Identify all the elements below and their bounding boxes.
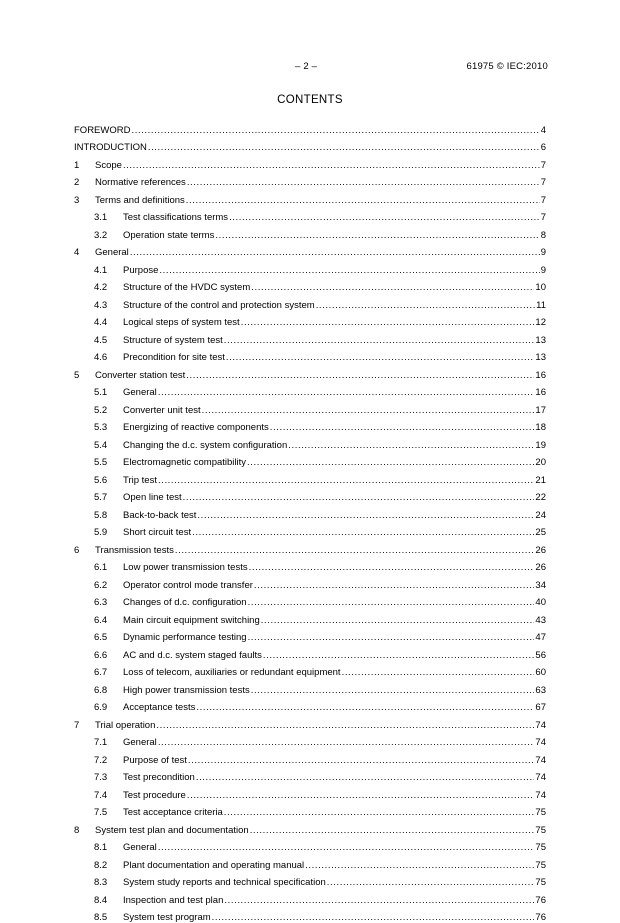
dot-leader xyxy=(158,387,535,398)
toc-entry[interactable] xyxy=(74,293,546,311)
dot-leader xyxy=(175,545,535,556)
toc-entry-page: 9 xyxy=(541,265,546,276)
toc-entry[interactable] xyxy=(74,766,546,784)
toc-entry[interactable] xyxy=(74,748,546,766)
toc-entry[interactable] xyxy=(74,433,546,451)
toc-entry-page: 24 xyxy=(535,510,546,521)
toc-entry-number: 5.4 xyxy=(94,440,123,451)
toc-entry-number: 3.1 xyxy=(94,212,123,223)
toc-entry-title: Test procedure xyxy=(123,790,186,801)
toc-entry-title: Acceptance tests xyxy=(123,702,195,713)
toc-entry-title: Structure of the HVDC system xyxy=(123,282,250,293)
toc-entry-page: 12 xyxy=(535,317,546,328)
toc-entry[interactable] xyxy=(74,661,546,679)
toc-entry-title: General xyxy=(123,842,157,853)
toc-entry-page: 60 xyxy=(535,667,546,678)
toc-entry-number: 6.6 xyxy=(94,650,123,661)
toc-entry-number: 5.8 xyxy=(94,510,123,521)
toc-entry-number: 7.3 xyxy=(94,772,123,783)
toc-entry-title: Inspection and test plan xyxy=(123,895,223,906)
toc-entry-page: 17 xyxy=(535,405,546,416)
toc-entry-page: 22 xyxy=(535,492,546,503)
dot-leader xyxy=(251,282,534,293)
dot-leader xyxy=(226,352,535,363)
toc-entry-title: Energizing of reactive components xyxy=(123,422,269,433)
toc-entry[interactable] xyxy=(74,643,546,661)
toc-entry-title: Changes of d.c. configuration xyxy=(123,597,247,608)
dot-leader xyxy=(159,265,539,276)
toc-entry[interactable] xyxy=(74,818,546,836)
toc-entry-number: 7.1 xyxy=(94,737,123,748)
toc-entry-page: 43 xyxy=(535,615,546,626)
toc-entry-title: Loss of telecom, auxiliaries or redundant equipment xyxy=(123,667,341,678)
toc-entry-title: AC and d.c. system staged faults xyxy=(123,650,262,661)
toc-entry-number: 6.8 xyxy=(94,685,123,696)
toc-entry-page: 75 xyxy=(535,807,546,818)
toc-entry[interactable] xyxy=(74,416,546,434)
toc-entry[interactable] xyxy=(74,136,546,154)
toc-entry[interactable] xyxy=(74,731,546,749)
dot-leader xyxy=(188,755,535,766)
toc-entry-page: 47 xyxy=(535,632,546,643)
toc-entry-number: 5.6 xyxy=(94,475,123,486)
toc-entry-title: INTRODUCTION xyxy=(74,142,147,153)
toc-entry-title: High power transmission tests xyxy=(123,685,250,696)
toc-entry-number: 6 xyxy=(74,545,95,556)
toc-entry[interactable] xyxy=(74,713,546,731)
toc-entry-title: Purpose xyxy=(123,265,158,276)
dot-leader xyxy=(196,702,534,713)
toc-entry[interactable] xyxy=(74,871,546,889)
dot-leader xyxy=(192,527,534,538)
toc-entry-title: Scope xyxy=(95,160,122,171)
toc-entry-number: 5.3 xyxy=(94,422,123,433)
toc-entry-number: 5 xyxy=(74,370,95,381)
toc-entry[interactable] xyxy=(74,853,546,871)
toc-entry-title: Changing the d.c. system configuration xyxy=(123,440,287,451)
toc-entry-number: 4.3 xyxy=(94,300,123,311)
toc-entry-page: 74 xyxy=(535,790,546,801)
toc-entry[interactable] xyxy=(74,311,546,329)
toc-entry-number: 8.3 xyxy=(94,877,123,888)
toc-entry-title: Trip test xyxy=(123,475,157,486)
toc-entry-number: 3.2 xyxy=(94,230,123,241)
toc-entry-page: 56 xyxy=(535,650,546,661)
toc-entry[interactable] xyxy=(74,223,546,241)
toc-entry-number: 4.5 xyxy=(94,335,123,346)
toc-entry-title: Structure of system test xyxy=(123,335,223,346)
toc-entry-number: 4.6 xyxy=(94,352,123,363)
page-title: CONTENTS xyxy=(0,94,620,106)
toc-entry-title: Open line test xyxy=(123,492,182,503)
toc-entry-page: 13 xyxy=(535,352,546,363)
toc-entry-title: Operation state terms xyxy=(123,230,214,241)
toc-entry-number: 2 xyxy=(74,177,95,188)
toc-entry-title: Test classifications terms xyxy=(123,212,228,223)
toc-entry-page: 40 xyxy=(535,597,546,608)
toc-entry-page: 75 xyxy=(535,825,546,836)
dot-leader xyxy=(156,720,534,731)
dot-leader xyxy=(229,212,540,223)
toc-entry-page: 74 xyxy=(535,772,546,783)
dot-leader xyxy=(254,580,535,591)
toc-entry[interactable] xyxy=(74,381,546,399)
toc-entry-number: 4.4 xyxy=(94,317,123,328)
toc-entry-number: 6.5 xyxy=(94,632,123,643)
dot-leader xyxy=(158,475,534,486)
toc-entry[interactable] xyxy=(74,521,546,539)
dot-leader xyxy=(187,790,535,801)
toc-entry[interactable] xyxy=(74,118,546,136)
toc-entry-title: Test acceptance criteria xyxy=(123,807,223,818)
toc-entry-title: Purpose of test xyxy=(123,755,187,766)
toc-entry[interactable] xyxy=(74,346,546,364)
dot-leader xyxy=(247,457,534,468)
toc-entry-number: 7 xyxy=(74,720,95,731)
dot-leader xyxy=(248,632,535,643)
dot-leader xyxy=(202,405,535,416)
toc-entry[interactable] xyxy=(74,503,546,521)
toc-entry[interactable] xyxy=(74,783,546,801)
toc-entry[interactable] xyxy=(74,171,546,189)
toc-entry-page: 13 xyxy=(535,335,546,346)
toc-entry-title: System test program xyxy=(123,912,211,923)
dot-leader xyxy=(261,615,535,626)
toc-entry-number: 5.5 xyxy=(94,457,123,468)
toc-entry-title: Low power transmission tests xyxy=(123,562,248,573)
page-number: – 2 – xyxy=(295,61,317,72)
toc-entry[interactable] xyxy=(74,206,546,224)
toc-entry[interactable] xyxy=(74,451,546,469)
toc-entry-number: 6.2 xyxy=(94,580,123,591)
toc-entry[interactable] xyxy=(74,888,546,906)
toc-entry-number: 5.9 xyxy=(94,527,123,538)
toc-entry[interactable] xyxy=(74,801,546,819)
toc-entry-page: 7 xyxy=(541,212,546,223)
toc-entry-number: 4 xyxy=(74,247,95,258)
toc-entry-number: 4.1 xyxy=(94,265,123,276)
toc-entry-number: 8.5 xyxy=(94,912,123,923)
dot-leader xyxy=(288,440,534,451)
toc-entry-page: 75 xyxy=(535,842,546,853)
toc-entry-number: 4.2 xyxy=(94,282,123,293)
toc-entry[interactable] xyxy=(74,468,546,486)
dot-leader xyxy=(158,737,535,748)
toc-entry-title: Transmission tests xyxy=(95,545,174,556)
toc-entry[interactable] xyxy=(74,906,546,923)
toc-entry-number: 7.2 xyxy=(94,755,123,766)
toc-entry-page: 75 xyxy=(535,860,546,871)
dot-leader xyxy=(250,825,535,836)
toc-entry-page: 25 xyxy=(535,527,546,538)
dot-leader xyxy=(130,247,540,258)
dot-leader xyxy=(270,422,535,433)
toc-entry-page: 75 xyxy=(535,877,546,888)
dot-leader xyxy=(212,912,535,923)
toc-entry-page: 18 xyxy=(535,422,546,433)
toc-entry-title: Structure of the control and protection system xyxy=(123,300,315,311)
dot-leader xyxy=(316,300,535,311)
dot-leader xyxy=(186,370,534,381)
toc-entry-title: Plant documentation and operating manual xyxy=(123,860,304,871)
toc-entry-page: 16 xyxy=(535,387,546,398)
dot-leader xyxy=(131,125,539,136)
toc-entry-title: Operator control mode transfer xyxy=(123,580,253,591)
toc-entry[interactable] xyxy=(74,573,546,591)
toc-entry-title: Terms and definitions xyxy=(95,195,185,206)
toc-entry-title: Precondition for site test xyxy=(123,352,225,363)
toc-entry[interactable] xyxy=(74,626,546,644)
toc-entry-title: General xyxy=(123,737,157,748)
dot-leader xyxy=(224,807,535,818)
toc-entry-page: 19 xyxy=(535,440,546,451)
dot-leader xyxy=(186,195,540,206)
dot-leader xyxy=(158,842,535,853)
toc-entry-number: 3 xyxy=(74,195,95,206)
toc-entry-page: 16 xyxy=(535,370,546,381)
toc-entry-number: 6.3 xyxy=(94,597,123,608)
toc-entry-page: 4 xyxy=(541,125,546,136)
toc-entry-number: 7.5 xyxy=(94,807,123,818)
toc-entry-page: 34 xyxy=(535,580,546,591)
toc-entry-title: System study reports and technical specification xyxy=(123,877,326,888)
toc-entry-number: 5.7 xyxy=(94,492,123,503)
dot-leader xyxy=(248,597,535,608)
dot-leader xyxy=(196,772,535,783)
toc-entry-page: 74 xyxy=(535,720,546,731)
toc-entry[interactable] xyxy=(74,678,546,696)
toc-entry-number: 1 xyxy=(74,160,95,171)
toc-entry-page: 26 xyxy=(535,545,546,556)
toc-entry[interactable] xyxy=(74,556,546,574)
toc-entry-title: Electromagnetic compatibility xyxy=(123,457,246,468)
toc-entry[interactable] xyxy=(74,188,546,206)
toc-entry-page: 20 xyxy=(535,457,546,468)
toc-entry[interactable] xyxy=(74,328,546,346)
toc-entry-page: 63 xyxy=(535,685,546,696)
toc-entry-page: 8 xyxy=(541,230,546,241)
toc-entry[interactable] xyxy=(74,153,546,171)
toc-entry-number: 8.4 xyxy=(94,895,123,906)
dot-leader xyxy=(224,335,535,346)
toc-entry[interactable] xyxy=(74,538,546,556)
toc-entry-title: Back-to-back test xyxy=(123,510,196,521)
toc-entry[interactable] xyxy=(74,836,546,854)
toc-entry[interactable] xyxy=(74,276,546,294)
toc-entry-title: Test precondition xyxy=(123,772,195,783)
toc-entry-page: 74 xyxy=(535,755,546,766)
toc-entry-number: 8.1 xyxy=(94,842,123,853)
dot-leader xyxy=(251,685,535,696)
dot-leader xyxy=(263,650,535,661)
toc-entry-title: Main circuit equipment switching xyxy=(123,615,260,626)
standard-reference: 61975 © IEC:2010 xyxy=(466,61,548,72)
toc-entry[interactable] xyxy=(74,696,546,714)
toc-entry-page: 7 xyxy=(541,177,546,188)
dot-leader xyxy=(241,317,535,328)
toc-entry-number: 8.2 xyxy=(94,860,123,871)
dot-leader xyxy=(215,230,539,241)
toc-entry-title: Converter unit test xyxy=(123,405,201,416)
dot-leader xyxy=(197,510,534,521)
toc-entry-page: 7 xyxy=(541,195,546,206)
toc-entry[interactable] xyxy=(74,241,546,259)
toc-entry-page: 10 xyxy=(535,282,546,293)
toc-entry[interactable] xyxy=(74,398,546,416)
toc-entry[interactable] xyxy=(74,258,546,276)
toc-entry-number: 5.1 xyxy=(94,387,123,398)
toc-entry-page: 6 xyxy=(541,142,546,153)
toc-entry[interactable] xyxy=(74,591,546,609)
toc-entry-number: 6.1 xyxy=(94,562,123,573)
dot-leader xyxy=(123,160,540,171)
toc-entry-page: 76 xyxy=(535,895,546,906)
toc-entry-page: 26 xyxy=(535,562,546,573)
toc-entry-title: FOREWORD xyxy=(74,125,130,136)
toc-entry-page: 7 xyxy=(541,160,546,171)
toc-entry-page: 9 xyxy=(541,247,546,258)
toc-entry-title: General xyxy=(95,247,129,258)
toc-entry-title: Trial operation xyxy=(95,720,155,731)
toc-entry-page: 21 xyxy=(535,475,546,486)
toc-entry-title: Logical steps of system test xyxy=(123,317,240,328)
toc-entry-number: 7.4 xyxy=(94,790,123,801)
toc-entry-title: General xyxy=(123,387,157,398)
table-of-contents xyxy=(74,118,546,923)
toc-entry-title: System test plan and documentation xyxy=(95,825,249,836)
dot-leader xyxy=(249,562,535,573)
toc-entry-page: 11 xyxy=(536,300,546,311)
toc-entry-title: Short circuit test xyxy=(123,527,191,538)
toc-entry-number: 5.2 xyxy=(94,405,123,416)
dot-leader xyxy=(224,895,534,906)
toc-entry[interactable] xyxy=(74,608,546,626)
toc-entry-title: Converter station test xyxy=(95,370,185,381)
toc-entry-title: Dynamic performance testing xyxy=(123,632,247,643)
toc-entry-number: 8 xyxy=(74,825,95,836)
toc-entry-page: 67 xyxy=(535,702,546,713)
dot-leader xyxy=(327,877,535,888)
toc-entry-page: 76 xyxy=(535,912,546,923)
dot-leader xyxy=(305,860,534,871)
toc-entry-page: 74 xyxy=(535,737,546,748)
dot-leader xyxy=(187,177,540,188)
toc-entry-number: 6.9 xyxy=(94,702,123,713)
toc-entry-number: 6.4 xyxy=(94,615,123,626)
dot-leader xyxy=(148,142,540,153)
dot-leader xyxy=(342,667,535,678)
toc-entry[interactable] xyxy=(74,363,546,381)
toc-entry-number: 6.7 xyxy=(94,667,123,678)
toc-entry[interactable] xyxy=(74,486,546,504)
toc-entry-title: Normative references xyxy=(95,177,186,188)
dot-leader xyxy=(183,492,535,503)
